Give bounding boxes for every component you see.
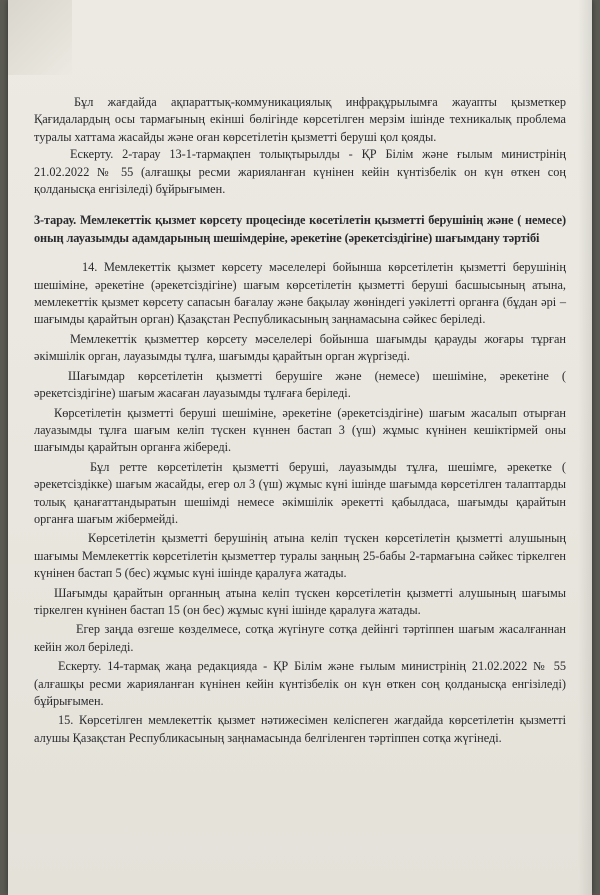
paragraph-14-exception: Бұл ретте көрсетілетін қызметті беруші, лауазымды тұлға, шешімге, әрекетке ( әрекетсіздікке) шағым жасайды, егер ол 3 (үш) жұмыс күні ішінде шағымда көрсетілген талаптарды толық қанағаттандыратын шешімді немесе әкімшілік әрекетті қабылдаса, шағымды қарайтын органға шағым жібермейді. — [34, 459, 566, 526]
page-edge-shadow — [578, 0, 592, 895]
document-body — [34, 94, 566, 747]
page-fold-shadow — [8, 0, 72, 75]
paragraph-14-forwarding: Көрсетілетін қызметті беруші шешіміне, әрекетіне (әрекетсіздігіне) шағым жасалып отырған лауазымды тұлға шағым келіп түскен күннен бастап 3 (үш) жұмыс күнінен кешіктірмей оны шағымды қарайтын органға жібереді. — [34, 405, 566, 455]
paragraph-14-fifteen-days: Шағымды қарайтын органның атына келіп түскен көрсетілетін қызметті алушының шағымы тіркелген күнінен бастап 15 (он бес) жұмыс күні ішінде қаралуға жатады. — [34, 585, 566, 617]
paragraph-intro: Бұл жағдайда ақпараттық-коммуникациялық инфрақұрылымға жауапты қызметкер Қағидалардың осы тармағының екінші бөлігінде көрсетілген мерзім ішінде техникалық проблема туралы хаттама жасайды және оған көрсетілетін қызметті беруші қол қояды. — [34, 95, 566, 144]
paragraph-14-submission: Шағымдар көрсетілетін қызметті берушіге және (немесе) шешіміне, әрекетіне ( әрекетсіздігіне) шағым жасаған лауазымды тұлғаға беріледі. — [34, 368, 566, 401]
chapter-3-heading: 3-тарау. Мемлекеттік қызмет көрсету процесінде көсетілетін қызметті берушінің және ( немесе) оның лауазымды адамдарының шешімдеріне, әрекетіне (әрекетсіздігіне) шағымдану тәртібі — [34, 213, 566, 245]
paragraph-14: 14. Мемлекеттік қызмет көрсету мәселелері бойынша көрсетілетін қызметті берушінің шешіміне, әрекетіне (әрекетсіздігіне) шағым көрсетілетін қызметті беруші басшысының атына, мемлекеттік қызмет көрсету сапасын бағалау және бақылау жөніндегі уәкілетті органға (бұдан әрі – шағымды қарайтын орган) Қазақстан Республикасының заңнамасына сәйкес беріледі. — [34, 260, 566, 327]
paragraph-14-court: Егер заңда өзгеше көзделмесе, сотқа жүгінуге сотқа дейінгі тәртіппен шағым жасалғаннан кейін жол беріледі. — [34, 622, 566, 654]
paragraph-15: 15. Көрсетілген мемлекеттік қызмет нәтижесімен келіспеген жағдайда көрсетілетін қызметті алушы Қазақстан Республикасының заңнамасында белгіленген тәртіппен сотқа жүгінеді. — [34, 713, 566, 745]
note-paragraph-14: Ескерту. 14-тармақ жаңа редакцияда - ҚР Білім және ғылым министрінің 21.02.2022 № 55 (алғашқы ресми жарияланған күнінен кейін күнтізбелік он күн өткен соң қолданысқа енгізіледі) бұйрығымен. — [34, 659, 566, 708]
note-section-2: Ескерту. 2-тарау 13-1-тармақпен толықтырылды - ҚР Білім және ғылым министрінің 21.02.2022 № 55 (алғашқы ресми жарияланған күнінен кейін күнтізбелік он күн өткен соң қолданысқа енгізіледі) бұйрығымен. — [34, 147, 566, 197]
paragraph-14-review: Мемлекеттік қызметтер көрсету мәселелері бойынша шағымды қарауды жоғары тұрған әкімшілік орган, лауазымды тұлға, шағымды қарайтын орган жүргізеді. — [34, 331, 566, 364]
paragraph-14-five-days: Көрсетілетін қызметті берушінің атына келіп түскен көрсетілетін қызметті алушының шағымы Мемлекеттік көрсетілетін қызметтер туралы заңның 25-бабы 2-тармағына сәйкес тіркелген күнінен бастап 5 (бес) жұмыс күні ішінде қаралуға жатады. — [34, 531, 566, 581]
document-page — [8, 0, 592, 895]
